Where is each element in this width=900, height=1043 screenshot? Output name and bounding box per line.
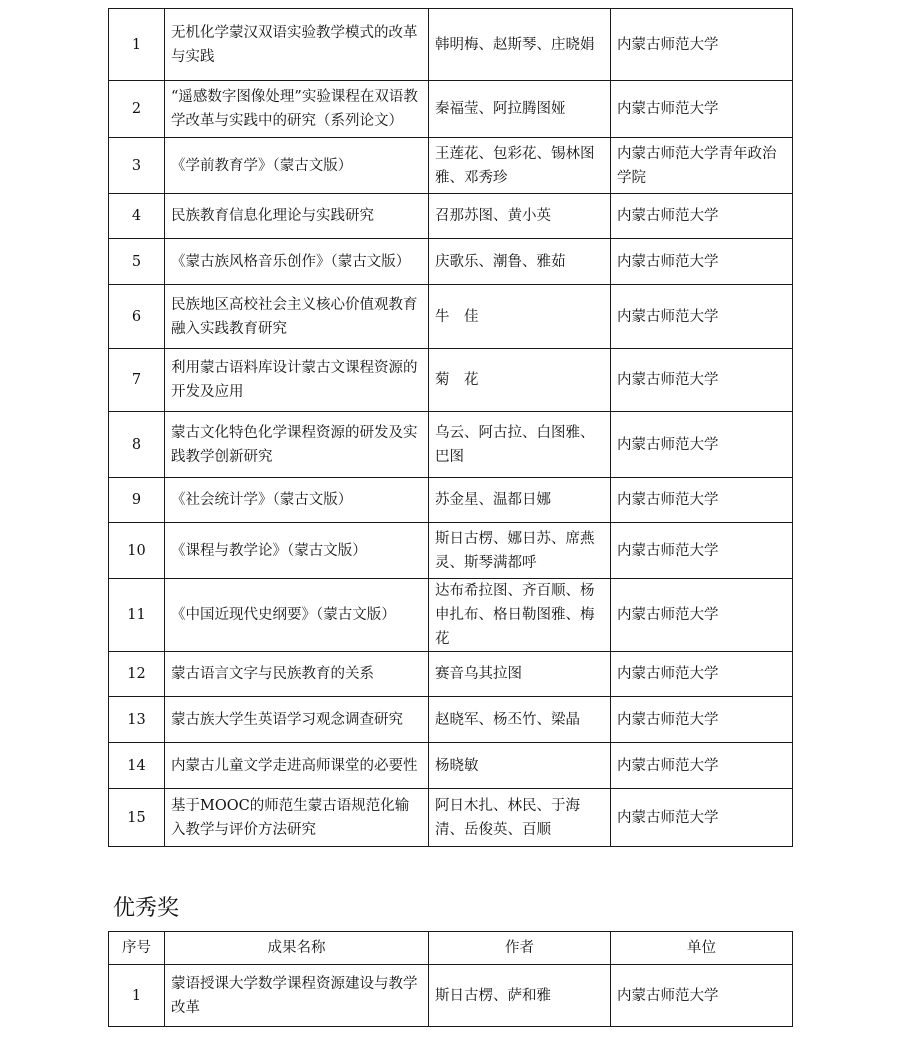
table-row — [109, 523, 793, 579]
cell-unit: 内蒙古师范大学青年政治学院 — [611, 138, 793, 194]
cell-number: 12 — [109, 652, 165, 697]
cell-unit: 内蒙古师范大学 — [611, 789, 793, 847]
table-header-row — [109, 932, 793, 965]
cell-authors: 秦福莹、阿拉腾图娅 — [429, 81, 611, 138]
table-row — [109, 579, 793, 652]
cell-authors: 牛 佳 — [429, 285, 611, 349]
cell-number: 4 — [109, 194, 165, 239]
cell-unit: 内蒙古师范大学 — [611, 285, 793, 349]
table-row — [109, 81, 793, 138]
cell-number: 2 — [109, 81, 165, 138]
cell-authors: 阿日木扎、林民、于海清、岳俊英、百顺 — [429, 789, 611, 847]
header-unit: 单位 — [611, 932, 793, 965]
cell-title: 内蒙古儿童文学走进高师课堂的必要性 — [165, 743, 429, 789]
cell-title: 《社会统计学》（蒙古文版） — [165, 478, 429, 523]
cell-title: “遥感数字图像处理”实验课程在双语教学改革与实践中的研究（系列论文） — [165, 81, 429, 138]
cell-number: 11 — [109, 579, 165, 652]
cell-number: 8 — [109, 412, 165, 478]
cell-authors: 杨晓敏 — [429, 743, 611, 789]
header-no: 序号 — [109, 932, 165, 965]
cell-unit: 内蒙古师范大学 — [611, 478, 793, 523]
cell-title: 《中国近现代史纲要》（蒙古文版） — [165, 579, 429, 652]
cell-title: 蒙古族大学生英语学习观念调查研究 — [165, 697, 429, 743]
table-row — [109, 789, 793, 847]
cell-number: 1 — [109, 965, 165, 1027]
cell-number: 5 — [109, 239, 165, 285]
table-row — [109, 743, 793, 789]
cell-title: 民族教育信息化理论与实践研究 — [165, 194, 429, 239]
cell-title: 《课程与教学论》（蒙古文版） — [165, 523, 429, 579]
cell-number: 3 — [109, 138, 165, 194]
cell-title: 《蒙古族风格音乐创作》（蒙古文版） — [165, 239, 429, 285]
cell-authors: 庆歌乐、潮鲁、雅茹 — [429, 239, 611, 285]
cell-number: 6 — [109, 285, 165, 349]
cell-authors: 达布希拉图、齐百顺、杨申扎布、格日勒图雅、梅花 — [429, 579, 611, 652]
cell-authors: 赵晓军、杨丕竹、梁晶 — [429, 697, 611, 743]
table-row — [109, 478, 793, 523]
cell-number: 15 — [109, 789, 165, 847]
table-row — [109, 412, 793, 478]
table-row — [109, 239, 793, 285]
table-row — [109, 349, 793, 412]
cell-authors: 召那苏图、黄小英 — [429, 194, 611, 239]
table-row — [109, 965, 793, 1027]
cell-authors: 王莲花、包彩花、锡林图雅、邓秀珍 — [429, 138, 611, 194]
cell-unit: 内蒙古师范大学 — [611, 697, 793, 743]
cell-number: 1 — [109, 9, 165, 81]
cell-authors: 韩明梅、赵斯琴、庄晓娟 — [429, 9, 611, 81]
table-row — [109, 138, 793, 194]
cell-authors: 乌云、阿古拉、白图雅、巴图 — [429, 412, 611, 478]
cell-unit: 内蒙古师范大学 — [611, 579, 793, 652]
cell-number: 7 — [109, 349, 165, 412]
cell-authors: 斯日古楞、娜日苏、席燕灵、斯琴满都呼 — [429, 523, 611, 579]
header-title: 成果名称 — [165, 932, 429, 965]
cell-authors: 菊 花 — [429, 349, 611, 412]
table-row — [109, 9, 793, 81]
header-authors: 作者 — [429, 932, 611, 965]
cell-authors: 斯日古楞、萨和雅 — [429, 965, 611, 1027]
cell-unit: 内蒙古师范大学 — [611, 652, 793, 697]
cell-title: 基于MOOC的师范生蒙古语规范化输入教学与评价方法研究 — [165, 789, 429, 847]
cell-unit: 内蒙古师范大学 — [611, 523, 793, 579]
cell-unit: 内蒙古师范大学 — [611, 194, 793, 239]
table-row — [109, 652, 793, 697]
cell-title: 蒙古文化特色化学课程资源的研发及实践教学创新研究 — [165, 412, 429, 478]
cell-number: 10 — [109, 523, 165, 579]
cell-title: 利用蒙古语料库设计蒙古文课程资源的开发及应用 — [165, 349, 429, 412]
cell-title: 蒙语授课大学数学课程资源建设与教学改革 — [165, 965, 429, 1027]
section-heading-excellence-award: 优秀奖 — [113, 896, 180, 921]
cell-title: 《学前教育学》（蒙古文版） — [165, 138, 429, 194]
cell-unit: 内蒙古师范大学 — [611, 743, 793, 789]
cell-title: 民族地区高校社会主义核心价值观教育融入实践教育研究 — [165, 285, 429, 349]
cell-unit: 内蒙古师范大学 — [611, 239, 793, 285]
excellence-award-table — [108, 931, 793, 1027]
cell-unit: 内蒙古师范大学 — [611, 9, 793, 81]
cell-number: 9 — [109, 478, 165, 523]
table-row — [109, 697, 793, 743]
table-row — [109, 194, 793, 239]
cell-unit: 内蒙古师范大学 — [611, 412, 793, 478]
awards-table-continued — [108, 8, 793, 847]
cell-number: 13 — [109, 697, 165, 743]
cell-title: 蒙古语言文字与民族教育的关系 — [165, 652, 429, 697]
cell-authors: 苏金星、温都日娜 — [429, 478, 611, 523]
cell-unit: 内蒙古师范大学 — [611, 965, 793, 1027]
cell-title: 无机化学蒙汉双语实验教学模式的改革与实践 — [165, 9, 429, 81]
table-row — [109, 285, 793, 349]
cell-unit: 内蒙古师范大学 — [611, 81, 793, 138]
cell-number: 14 — [109, 743, 165, 789]
cell-unit: 内蒙古师范大学 — [611, 349, 793, 412]
cell-authors: 赛音乌其拉图 — [429, 652, 611, 697]
